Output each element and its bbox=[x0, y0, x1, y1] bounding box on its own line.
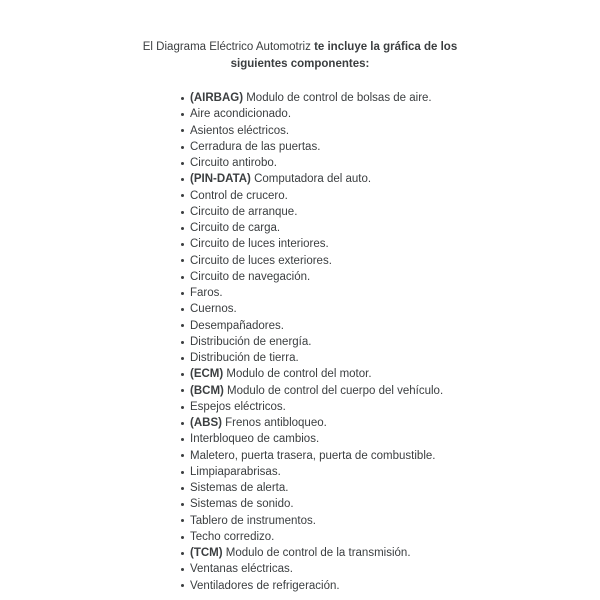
list-item bbox=[190, 448, 600, 464]
bullet-icon bbox=[181, 584, 184, 587]
item-text: Cuernos. bbox=[190, 303, 237, 316]
item-text: Modulo de control del motor. bbox=[223, 368, 372, 381]
item-text: Cerradura de las puertas. bbox=[190, 140, 321, 153]
item-code: (TCM) bbox=[190, 547, 223, 559]
list-item bbox=[190, 155, 600, 171]
item-text: Sistemas de sonido. bbox=[190, 498, 294, 511]
item-text: Circuito de luces exteriores. bbox=[190, 254, 332, 267]
list-item bbox=[190, 480, 600, 496]
list-item bbox=[190, 171, 600, 187]
item-text: Circuito antirobo. bbox=[190, 157, 277, 169]
bullet-icon bbox=[181, 536, 184, 539]
list-item bbox=[190, 496, 600, 512]
list-item bbox=[190, 318, 600, 334]
list-item bbox=[190, 464, 600, 480]
list-item bbox=[190, 415, 600, 431]
item-code: (BCM) bbox=[190, 384, 224, 397]
bullet-icon bbox=[181, 357, 184, 360]
bullet-icon bbox=[181, 292, 184, 295]
item-text: Computadora del auto. bbox=[250, 173, 372, 186]
bullet-icon bbox=[181, 552, 184, 555]
item-code: (ECM) bbox=[190, 368, 224, 381]
item-text: Modulo de control de bolsas de aire. bbox=[243, 92, 432, 104]
page-title-regular: El Diagrama Eléctrico Automotriz bbox=[142, 41, 311, 53]
item-text: Ventanas eléctricas. bbox=[190, 563, 293, 576]
component-list bbox=[0, 90, 600, 594]
bullet-icon bbox=[181, 519, 184, 522]
item-text: Interbloqueo de cambios. bbox=[190, 433, 320, 446]
list-item bbox=[190, 269, 600, 285]
bullet-icon bbox=[181, 146, 184, 149]
list-item bbox=[190, 106, 600, 122]
item-text: Desempañadores. bbox=[190, 319, 284, 332]
list-item bbox=[190, 204, 600, 220]
list-item bbox=[190, 139, 600, 155]
bullet-icon bbox=[181, 389, 184, 392]
item-text: Circuito de luces interiores. bbox=[190, 238, 329, 251]
item-text: Frenos antibloqueo. bbox=[221, 417, 327, 429]
item-text: Maletero, puerta trasera, puerta de combustible. bbox=[190, 449, 436, 462]
list-item bbox=[190, 301, 600, 317]
bullet-icon bbox=[181, 97, 184, 100]
bullet-icon bbox=[181, 487, 184, 490]
bullet-icon bbox=[181, 373, 184, 376]
bullet-icon bbox=[181, 178, 184, 181]
list-item bbox=[190, 285, 600, 301]
bullet-icon bbox=[181, 259, 184, 262]
page-title-bold: te incluye la gráfica de los siguientes componentes: bbox=[230, 41, 458, 70]
bullet-icon bbox=[181, 503, 184, 506]
item-text: Distribución de energía. bbox=[190, 335, 312, 348]
bullet-icon bbox=[181, 471, 184, 474]
bullet-icon bbox=[181, 324, 184, 327]
list-item bbox=[190, 90, 600, 106]
list-item bbox=[190, 561, 600, 577]
list-item bbox=[190, 253, 600, 269]
item-text: Sistemas de alerta. bbox=[190, 482, 289, 494]
list-item bbox=[190, 188, 600, 204]
bullet-icon bbox=[181, 568, 184, 571]
list-item bbox=[190, 366, 600, 382]
bullet-icon bbox=[181, 243, 184, 246]
item-text: Espejos eléctricos. bbox=[190, 400, 286, 413]
list-item bbox=[190, 350, 600, 366]
item-text: Asientos eléctricos. bbox=[190, 124, 290, 137]
item-code: (ABS) bbox=[190, 417, 222, 429]
item-text: Faros. bbox=[190, 287, 223, 299]
bullet-icon bbox=[181, 194, 184, 197]
item-text: Techo corredizo. bbox=[190, 530, 275, 543]
bullet-icon bbox=[181, 211, 184, 214]
bullet-icon bbox=[181, 129, 184, 132]
item-text: Modulo de control del cuerpo del vehículo. bbox=[223, 384, 444, 397]
bullet-icon bbox=[181, 162, 184, 165]
list-item bbox=[190, 545, 600, 561]
bullet-icon bbox=[181, 308, 184, 311]
item-text: Circuito de navegación. bbox=[190, 270, 311, 283]
list-item bbox=[190, 334, 600, 350]
bullet-icon bbox=[181, 276, 184, 279]
bullet-icon bbox=[181, 341, 184, 344]
list-item bbox=[190, 236, 600, 252]
list-item bbox=[190, 578, 600, 594]
item-code: (PIN-DATA) bbox=[190, 173, 251, 186]
list-item bbox=[190, 431, 600, 447]
list-item bbox=[190, 513, 600, 529]
item-text: Circuito de carga. bbox=[190, 222, 281, 234]
item-code: (AIRBAG) bbox=[190, 92, 244, 104]
page-title bbox=[114, 39, 486, 72]
list-item bbox=[190, 123, 600, 139]
list-item bbox=[190, 399, 600, 415]
bullet-icon bbox=[181, 438, 184, 441]
item-text: Tablero de instrumentos. bbox=[190, 514, 316, 527]
item-text: Modulo de control de la transmisión. bbox=[222, 547, 411, 559]
list-item bbox=[190, 220, 600, 236]
bullet-icon bbox=[181, 454, 184, 457]
list-item bbox=[190, 529, 600, 545]
item-text: Limpiaparabrisas. bbox=[190, 465, 281, 478]
bullet-icon bbox=[181, 406, 184, 409]
item-text: Distribución de tierra. bbox=[190, 352, 299, 364]
item-text: Circuito de arranque. bbox=[190, 205, 298, 218]
bullet-icon bbox=[181, 227, 184, 230]
item-text: Aire acondicionado. bbox=[190, 108, 292, 121]
item-text: Ventiladores de refrigeración. bbox=[190, 579, 340, 592]
bullet-icon bbox=[181, 422, 184, 425]
bullet-icon bbox=[181, 113, 184, 116]
list-item bbox=[190, 383, 600, 399]
item-text: Control de crucero. bbox=[190, 189, 288, 202]
